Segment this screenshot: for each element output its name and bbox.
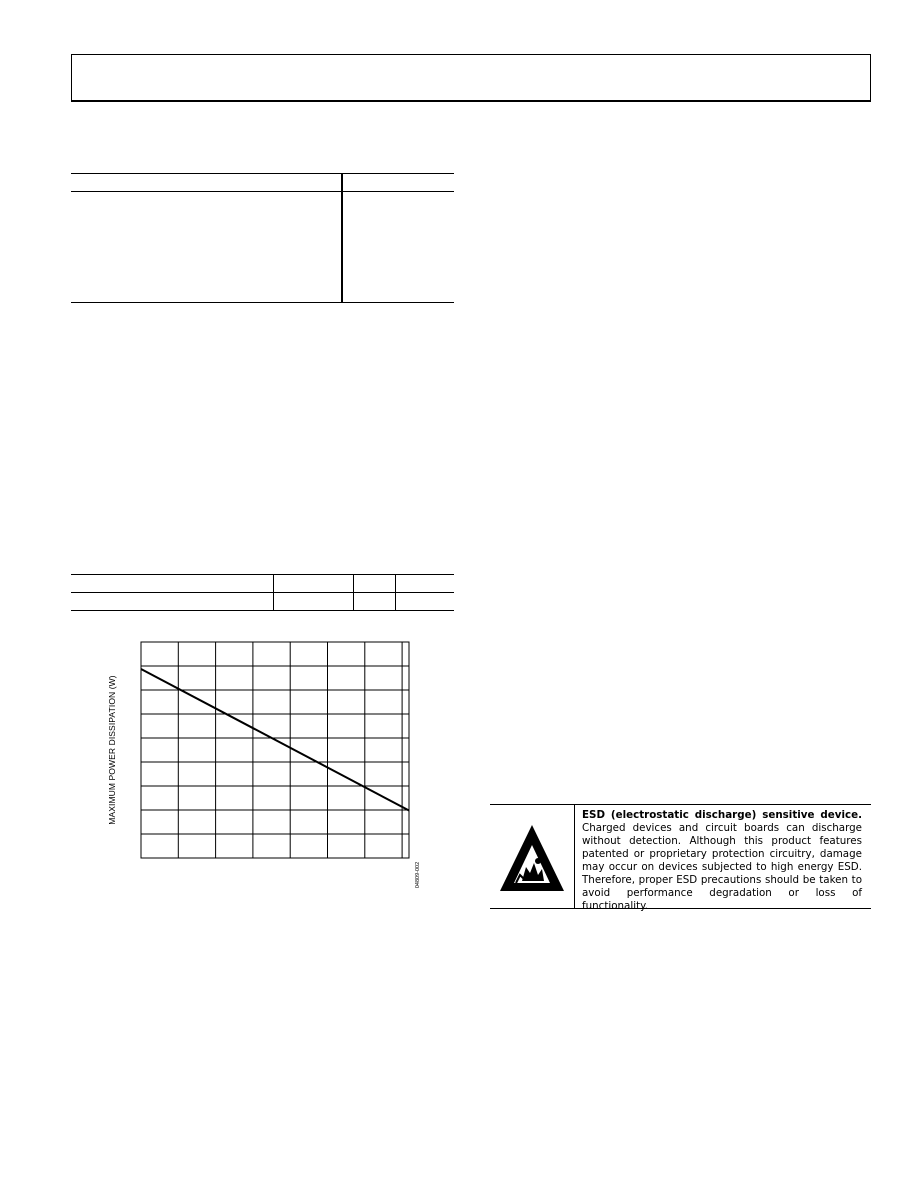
esd-notice [490, 804, 871, 912]
esd-title: ESD (electrostatic discharge) sensitive device. [582, 809, 862, 821]
table-column-divider [353, 574, 354, 611]
table-header-rule [71, 191, 454, 192]
table-top-rule [71, 574, 454, 575]
table-header-rule [71, 592, 454, 593]
table-top-rule [71, 173, 454, 174]
esd-body: Charged devices and circuit boards can discharge without detection. Although this product features patented or proprietary protection circuitry, damage may occur on devices subjected to high energy ESD. Therefore, proper ESD precautions should be taken to avoid performance degradation or loss of functionality. [582, 822, 862, 912]
table-bottom-rule [71, 610, 454, 611]
table-column-divider [395, 574, 396, 611]
table-column-divider [273, 574, 274, 611]
esd-text [582, 809, 862, 913]
chart-frame [141, 642, 409, 858]
power-dissipation-chart [100, 635, 430, 905]
figure-id-text: 04809-002 [415, 861, 421, 889]
table-column-divider [341, 173, 343, 303]
table-bottom-rule [71, 302, 454, 303]
esd-divider [574, 805, 575, 909]
header-frame [71, 54, 871, 102]
y-axis-label-text: MAXIMUM POWER DISSIPATION (W) [107, 675, 117, 825]
chart-plot [100, 635, 430, 905]
esd-warning-icon [498, 823, 566, 898]
